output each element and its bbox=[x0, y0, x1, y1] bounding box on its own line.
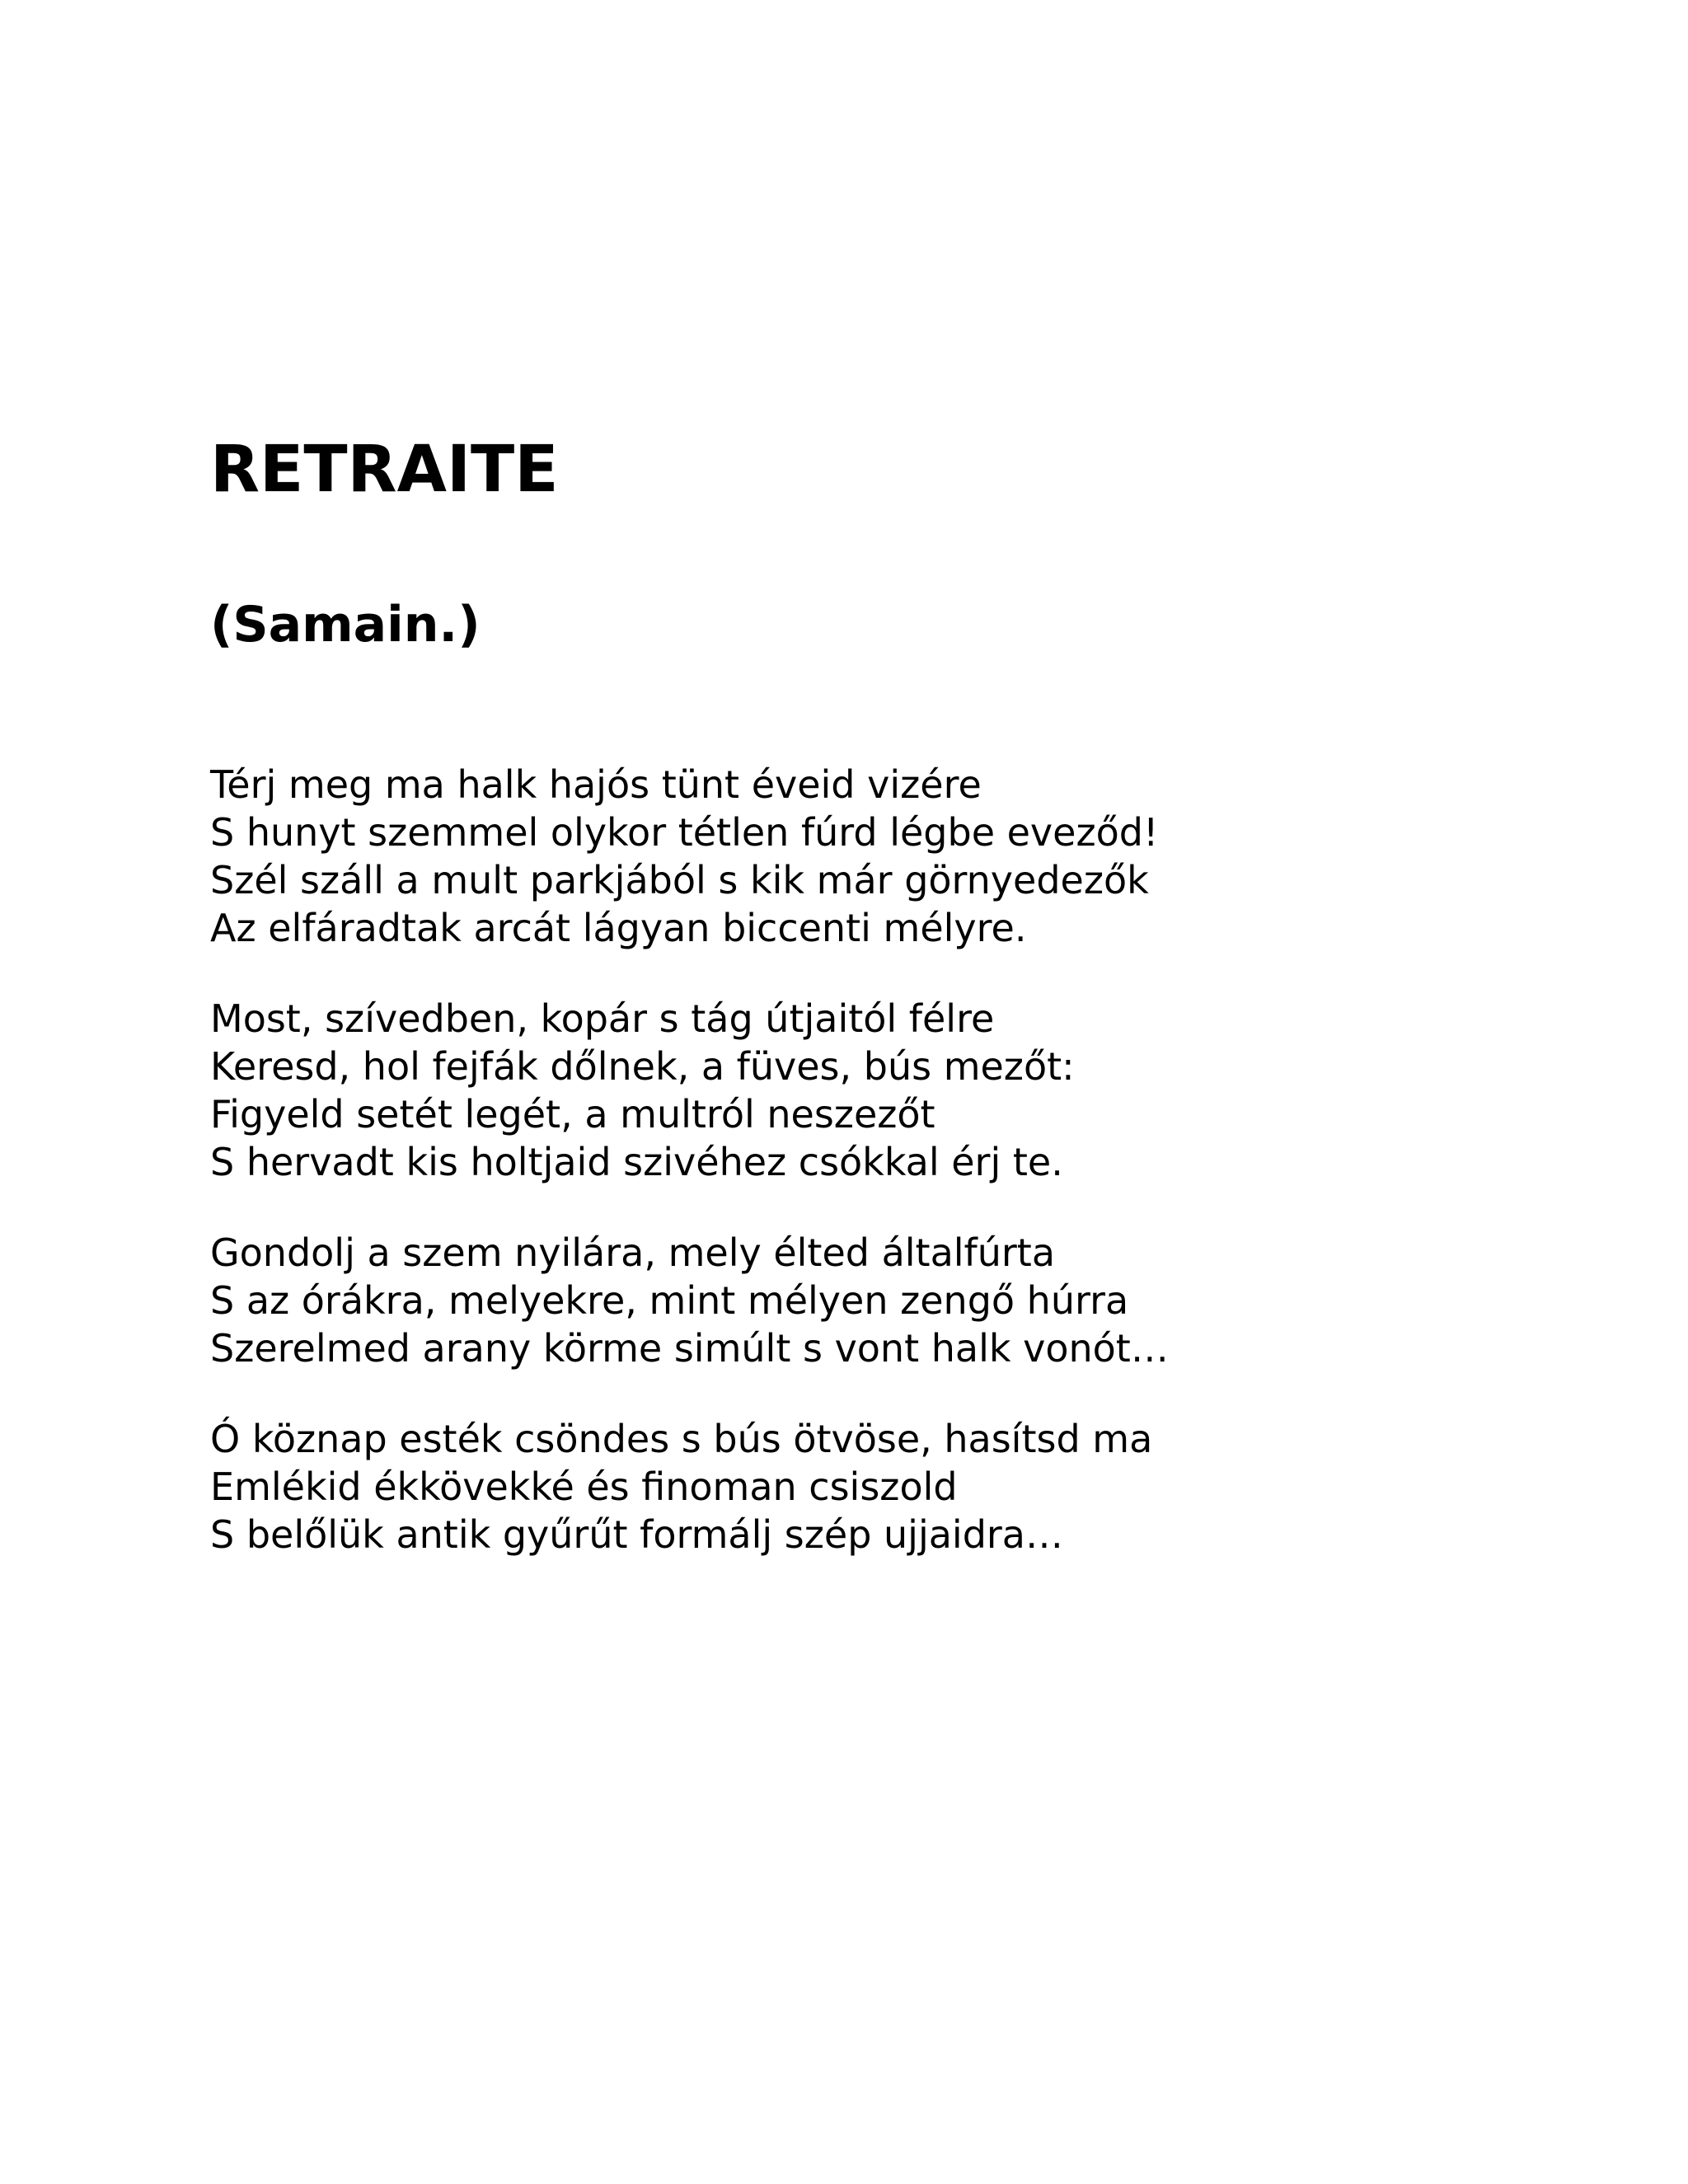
poem-line: Gondolj a szem nyilára, mely élted általfúrta bbox=[210, 1230, 1056, 1275]
stanza-3 bbox=[210, 1229, 1611, 1372]
poem-line: Keresd, hol fejfák dőlnek, a füves, bús mezőt: bbox=[210, 1044, 1075, 1089]
poem-line: Szerelmed arany körme simúlt s vont halk vonót… bbox=[210, 1326, 1169, 1371]
poem-line: S belőlük antik gyűrűt formálj szép ujjaidra… bbox=[210, 1512, 1063, 1557]
document-page bbox=[210, 429, 1611, 1601]
poem-line: Térj meg ma halk hajós tünt éveid vizére bbox=[210, 762, 982, 807]
stanza-1 bbox=[210, 761, 1611, 952]
poem-line: Az elfáradtak arcát lágyan biccenti mélyre. bbox=[210, 906, 1027, 950]
stanza-2 bbox=[210, 995, 1611, 1186]
poem-subtitle: (Samain.) bbox=[210, 596, 481, 654]
poem-line: Emlékid ékkövekké és finoman csiszold bbox=[210, 1465, 958, 1509]
stanza-4 bbox=[210, 1415, 1611, 1558]
poem-line: S az órákra, melyekre, mint mélyen zengő húrra bbox=[210, 1278, 1129, 1323]
poem-line: Most, szívedben, kopár s tág útjaitól félre bbox=[210, 996, 995, 1041]
poem-line: S hunyt szemmel olykor tétlen fúrd légbe eveződ! bbox=[210, 810, 1159, 855]
poem-line: Szél száll a mult parkjából s kik már görnyedezők bbox=[210, 858, 1149, 902]
poem-body bbox=[210, 761, 1611, 1558]
poem-title: RETRAITE bbox=[210, 433, 559, 507]
poem-line: S hervadt kis holtjaid szivéhez csókkal érj te. bbox=[210, 1140, 1063, 1184]
poem-line: Ó köznap esték csöndes s bús ötvöse, hasítsd ma bbox=[210, 1417, 1153, 1461]
poem-line: Figyeld setét legét, a multról neszezőt bbox=[210, 1092, 935, 1137]
